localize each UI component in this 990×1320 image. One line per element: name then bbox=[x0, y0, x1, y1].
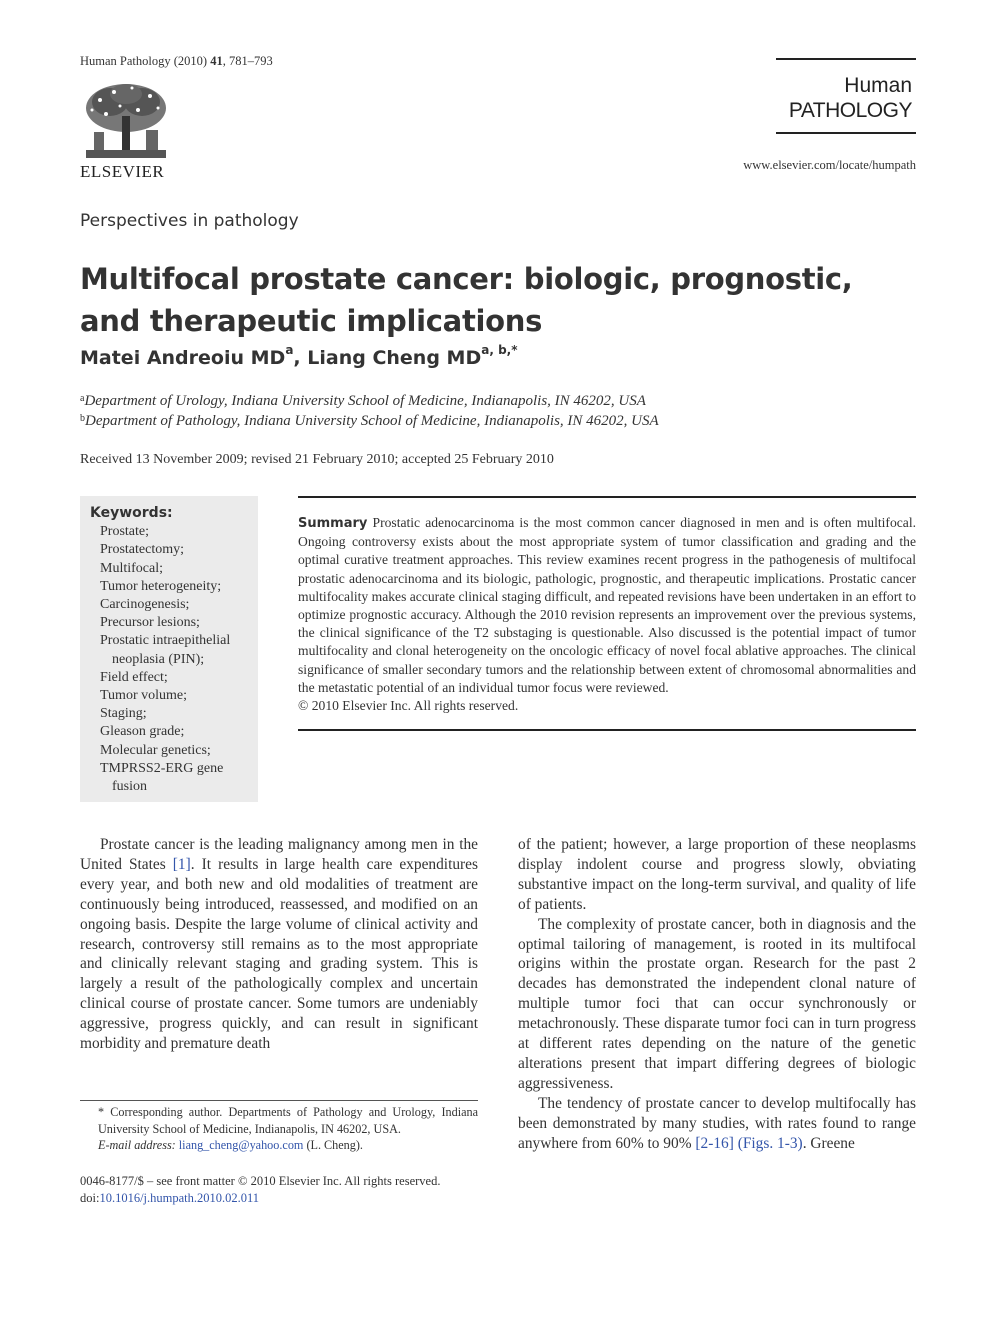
abstract-summary bbox=[298, 496, 916, 731]
issn-line: 0046-8177/$ – see front matter © 2010 Elsevier Inc. All rights reserved. bbox=[80, 1174, 441, 1188]
keyword-item: Precursor lesions; bbox=[100, 615, 200, 631]
paragraph-text: . It results in large health care expenditures every year, and both new and old modalities of treatment are continuously being introduced, reassessed, and modified on an ongoing basis. Despite the large volume of clinical activity and research, controversy still remains as to the most appropriate and clinically relevant staging and grading system. This is largely a result of the pathologically complex and uncertain clinical course of prostate cancer. Some tumors are undeniably aggressive, progress quickly, and can result in significant morbidity and premature death bbox=[80, 855, 478, 1053]
author-list bbox=[80, 343, 518, 369]
figure-link[interactable]: (Figs. 1-3) bbox=[737, 1134, 803, 1152]
journal-masthead bbox=[776, 58, 916, 134]
affiliation-text: Department of Urology, Indiana University School of Medicine, Indianapolis, IN 46202, USA bbox=[84, 393, 646, 409]
keyword-item: TMPRSS2-ERG gene fusion bbox=[100, 760, 224, 795]
keyword-item: Gleason grade; bbox=[100, 724, 185, 740]
page-footer bbox=[80, 1173, 480, 1206]
author-name[interactable]: Matei Andreoiu MD bbox=[80, 347, 286, 369]
abstract-copyright: © 2010 Elsevier Inc. All rights reserved. bbox=[298, 698, 519, 714]
email-label: E-mail address: bbox=[98, 1138, 176, 1152]
keyword-item: Tumor heterogeneity; bbox=[100, 578, 222, 594]
affiliation-mark: a bbox=[80, 393, 85, 404]
publisher-logo-text: ELSEVIER bbox=[80, 162, 165, 181]
corresponding-author-footnote bbox=[80, 1104, 478, 1154]
affiliation-text: Department of Pathology, Indiana University School of Medicine, Indianapolis, IN 46202, USA bbox=[85, 413, 659, 429]
body-column-left bbox=[80, 835, 478, 1054]
journal-citation bbox=[80, 54, 273, 69]
paragraph-text: The tendency of prostate cancer to develop multifocally has been demonstrated by many studies, with rates found to range anywhere from 60% to 90% bbox=[518, 1094, 916, 1152]
tree-icon bbox=[80, 80, 172, 162]
article-title: Multifocal prostate cancer: biologic, prognostic, and therapeutic implications bbox=[80, 262, 853, 338]
affiliation bbox=[80, 393, 646, 410]
section-label: Perspectives in pathology bbox=[80, 211, 299, 231]
citation-volume: 41 bbox=[210, 54, 223, 68]
doi-link[interactable]: 10.1016/j.humpath.2010.02.011 bbox=[99, 1190, 260, 1205]
corresponding-author-text: * Corresponding author. Departments of Pathology and Urology, Indiana University School of Medicine, Indianapolis, IN 46202, USA. bbox=[98, 1105, 478, 1136]
keyword-item: Molecular genetics; bbox=[100, 742, 211, 758]
citation-pages: , 781–793 bbox=[222, 54, 273, 68]
body-paragraph bbox=[518, 1094, 916, 1154]
author-affiliation-mark: a bbox=[285, 343, 294, 357]
abstract-heading: Summary bbox=[298, 516, 368, 531]
author-separator: , bbox=[293, 347, 308, 369]
doi-label: doi: bbox=[80, 1190, 100, 1205]
body-paragraph: The complexity of prostate cancer, both in diagnosis and the optimal tailoring of management, is rooted in its multifocal origins within the prostate organ. Research for the past 2 decades has demonstrated the independent clonal nature of multiple tumor foci that can occur synchronously or metachronously. These disparate tumor foci can in turn progress at different rates depending on the nature of the genetic alterations present that impart differing degrees of biologic aggressiveness. bbox=[518, 915, 916, 1092]
keyword-item: Tumor volume; bbox=[100, 688, 187, 704]
journal-name-bottom: PATHOLOGY bbox=[788, 99, 912, 122]
doi-line bbox=[80, 1190, 480, 1207]
reference-link[interactable]: [2-16] bbox=[695, 1134, 734, 1152]
journal-name-top: Human bbox=[844, 74, 912, 97]
keyword-item: Prostate; bbox=[100, 524, 149, 540]
email-line bbox=[80, 1137, 478, 1154]
paragraph-text: . Greene bbox=[802, 1134, 855, 1152]
footnote-divider bbox=[80, 1100, 478, 1101]
keywords-box bbox=[80, 496, 258, 802]
email-suffix: (L. Cheng). bbox=[303, 1138, 363, 1152]
keyword-item: Field effect; bbox=[100, 669, 168, 685]
affiliation bbox=[80, 413, 659, 430]
abstract-text bbox=[298, 514, 916, 697]
keyword-item: Prostatic intraepithelial neoplasia (PIN); bbox=[100, 633, 231, 667]
keyword-item: Carcinogenesis; bbox=[100, 597, 190, 613]
body-paragraph: of the patient; however, a large proportion of these neoplasms display indolent course and progress slowly, obviating substantive impact on the long-term survival, and quality of life of patients. bbox=[518, 836, 916, 913]
keyword-item: Multifocal; bbox=[100, 560, 163, 576]
reference-link[interactable]: [1] bbox=[172, 855, 191, 873]
keyword-item: Prostatectomy; bbox=[100, 542, 184, 558]
body-column-right bbox=[518, 835, 916, 1154]
author-name[interactable]: Liang Cheng MD bbox=[307, 347, 482, 369]
paragraph-text: Prostate cancer is the leading malignancy among men in the United States bbox=[80, 836, 478, 873]
affiliation-mark: b bbox=[80, 413, 85, 424]
body-paragraph bbox=[80, 835, 478, 1054]
abstract-body: Prostatic adenocarcinoma is the most common cancer diagnosed in men and is often multifocal. Ongoing controversy exists about the most appropriate system of tumor classification and grading and the optimal curative treatment approaches. This review examines recent progress in the pathogenesis of multifocal prostatic adenocarcinoma and its biologic, pathologic, prognostic, and therapeutic implications. Prostatic cancer multifocality makes accurate clinical staging difficult, and repeated revisions have been undertaken in an effort to optimize prognostic accuracy. Although the 2010 revision represents an improvement over the previous systems, the clinical significance of the T2 substaging is questionable. Also discussed is the potential impact of tumor multifocality and clonal heterogeneity on the oncologic efficacy of novel focal ablative approaches. The clinical significance of smaller secondary tumors and the relationship between extent of chromosomal abnormalities and the metastatic potential of an individual tumor focus were reviewed. bbox=[298, 515, 916, 695]
received-dates: Received 13 November 2009; revised 21 February 2010; accepted 25 February 2010 bbox=[80, 452, 554, 467]
citation-journal: Human Pathology (2010) bbox=[80, 54, 208, 68]
keywords-heading: Keywords: bbox=[90, 505, 173, 521]
keyword-item: Staging; bbox=[100, 706, 147, 722]
journal-url[interactable]: www.elsevier.com/locate/humpath bbox=[743, 158, 916, 172]
author-affiliation-mark: a, b,* bbox=[481, 343, 518, 357]
email-link[interactable]: liang_cheng@yahoo.com bbox=[178, 1138, 304, 1152]
